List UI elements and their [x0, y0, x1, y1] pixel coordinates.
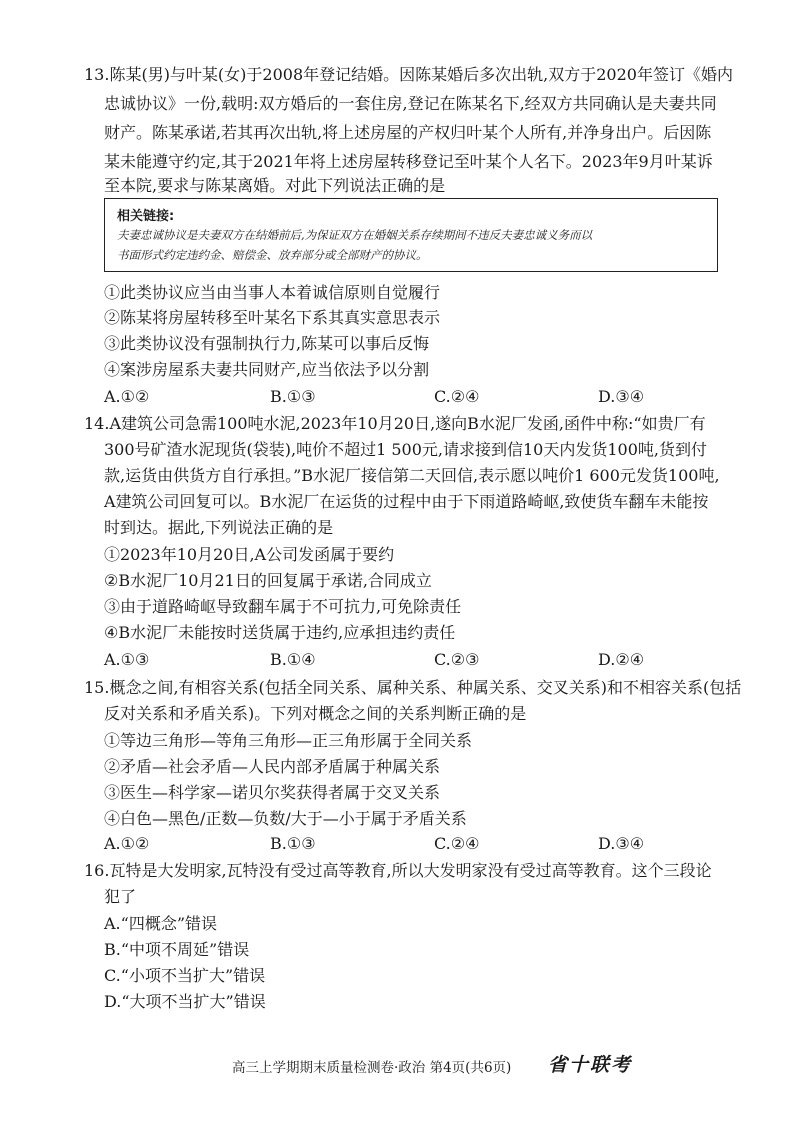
q16-stem-line: 16.瓦特是大发明家,瓦特没有受过高等教育,所以大发明家没有受过高等教育。这个三段论: [84, 861, 712, 880]
q14-option-d[interactable]: D.②④: [598, 650, 645, 669]
q14-statement-1: ①2023年10月20日,A公司发函属于要约: [104, 545, 395, 564]
related-link-title: 相关链接:: [117, 209, 175, 224]
q14-option-c[interactable]: C.②③: [434, 650, 480, 669]
q14-statement-4: ④B水泥厂未能按时送货属于违约,应承担违约责任: [104, 623, 456, 642]
q14-stem-line: 300号矿渣水泥现货(袋装),吨价不超过1 500元,请求接到信10天内发货100吨,货到付: [104, 440, 707, 459]
q15-stem-line: 反对关系和矛盾关系)。下列对概念之间的关系判断正确的是: [104, 704, 527, 723]
related-link-text: 书面形式约定违约金、赔偿金、放弃部分或全部财产的协议。: [117, 248, 428, 262]
q16-stem-line: 犯了: [104, 887, 137, 906]
q13-statement-2: ②陈某将房屋转移至叶某名下系其真实意思表示: [104, 308, 441, 327]
q13-statement-1: ①此类协议应当由当事人本着诚信原则自觉履行: [104, 283, 441, 302]
q15-statement-3: ③医生—科学家—诺贝尔奖获得者属于交叉关系: [104, 783, 441, 802]
q13-stem-line: 至本院,要求与陈某离婚。对此下列说法正确的是: [104, 176, 446, 195]
q13-option-b[interactable]: B.①③: [270, 387, 316, 406]
q15-statement-1: ①等边三角形—等角三角形—正三角形属于全同关系: [104, 731, 473, 750]
q14-stem-line: 款,运货由供货方自行承担。”B水泥厂接信第二天回信,表示愿以吨价1 600元发货100吨,: [104, 466, 720, 485]
related-link-text: 夫妻忠诚协议是夫妻双方在结婚前后,为保证双方在婚姻关系存续期间不违反夫妻忠诚义务而以: [117, 228, 593, 242]
related-link-box: [104, 198, 718, 272]
q13-option-c[interactable]: C.②④: [434, 387, 480, 406]
brand-logo: 省十联考: [548, 1054, 633, 1076]
page-footer: 高三上学期期末质量检测卷·政治 第4页(共6页): [232, 1060, 512, 1076]
q14-stem-line: 14.A建筑公司急需100吨水泥,2023年10月20日,遂向B水泥厂发函,函件中称:“如贵厂有: [84, 414, 706, 433]
q14-stem-line: A建筑公司回复可以。B水泥厂在运货的过程中由于下雨道路崎岖,致使货车翻车未能按: [104, 492, 709, 511]
q14-option-b[interactable]: B.①④: [270, 650, 316, 669]
q14-option-a[interactable]: A.①③: [104, 650, 150, 669]
q15-option-c[interactable]: C.②④: [434, 834, 480, 853]
q16-choice-c[interactable]: C.“小项不当扩大”错误: [104, 966, 266, 985]
q14-statement-2: ②B水泥厂10月21日的回复属于承诺,合同成立: [104, 571, 432, 590]
q13-stem-line: 财产。陈某承诺,若其再次出轨,将上述房屋的产权归叶某个人所有,并净身出户。后因陈: [104, 123, 712, 142]
q15-option-a[interactable]: A.①②: [104, 834, 150, 853]
q13-stem-line: 忠诚协议》一份,载明:双方婚后的一套住房,登记在陈某名下,经双方共同确认是夫妻共同: [104, 94, 717, 113]
q13-option-a[interactable]: A.①②: [104, 387, 150, 406]
q14-statement-3: ③由于道路崎岖导致翻车属于不可抗力,可免除责任: [104, 597, 462, 616]
q13-stem-line: 某未能遵守约定,其于2021年将上述房屋转移登记至叶某个人名下。2023年9月叶某诉: [104, 152, 713, 171]
q16-choice-b[interactable]: B.“中项不周延”错误: [104, 940, 250, 959]
q13-statement-3: ③此类协议没有强制执行力,陈某可以事后反悔: [104, 334, 430, 353]
q16-choice-a[interactable]: A.“四概念”错误: [104, 914, 218, 933]
q13-stem-line: 13.陈某(男)与叶某(女)于2008年登记结婚。因陈某婚后多次出轨,双方于2020年签订《婚内: [84, 65, 733, 84]
q14-stem-line: 时到达。据此,下列说法正确的是: [104, 518, 334, 537]
q15-statement-2: ②矛盾—社会矛盾—人民内部矛盾属于种属关系: [104, 757, 441, 776]
q15-option-d[interactable]: D.③④: [598, 834, 645, 853]
q15-statement-4: ④白色—黑色/正数—负数/大于—小于属于矛盾关系: [104, 809, 467, 828]
q13-statement-4: ④案涉房屋系夫妻共同财产,应当依法予以分割: [104, 360, 430, 379]
q13-option-d[interactable]: D.③④: [598, 387, 645, 406]
q15-stem-line: 15.概念之间,有相容关系(包括全同关系、属种关系、种属关系、交叉关系)和不相容关系(包括: [84, 678, 742, 697]
q15-option-b[interactable]: B.①③: [270, 834, 316, 853]
q16-choice-d[interactable]: D.“大项不当扩大”错误: [104, 992, 266, 1011]
